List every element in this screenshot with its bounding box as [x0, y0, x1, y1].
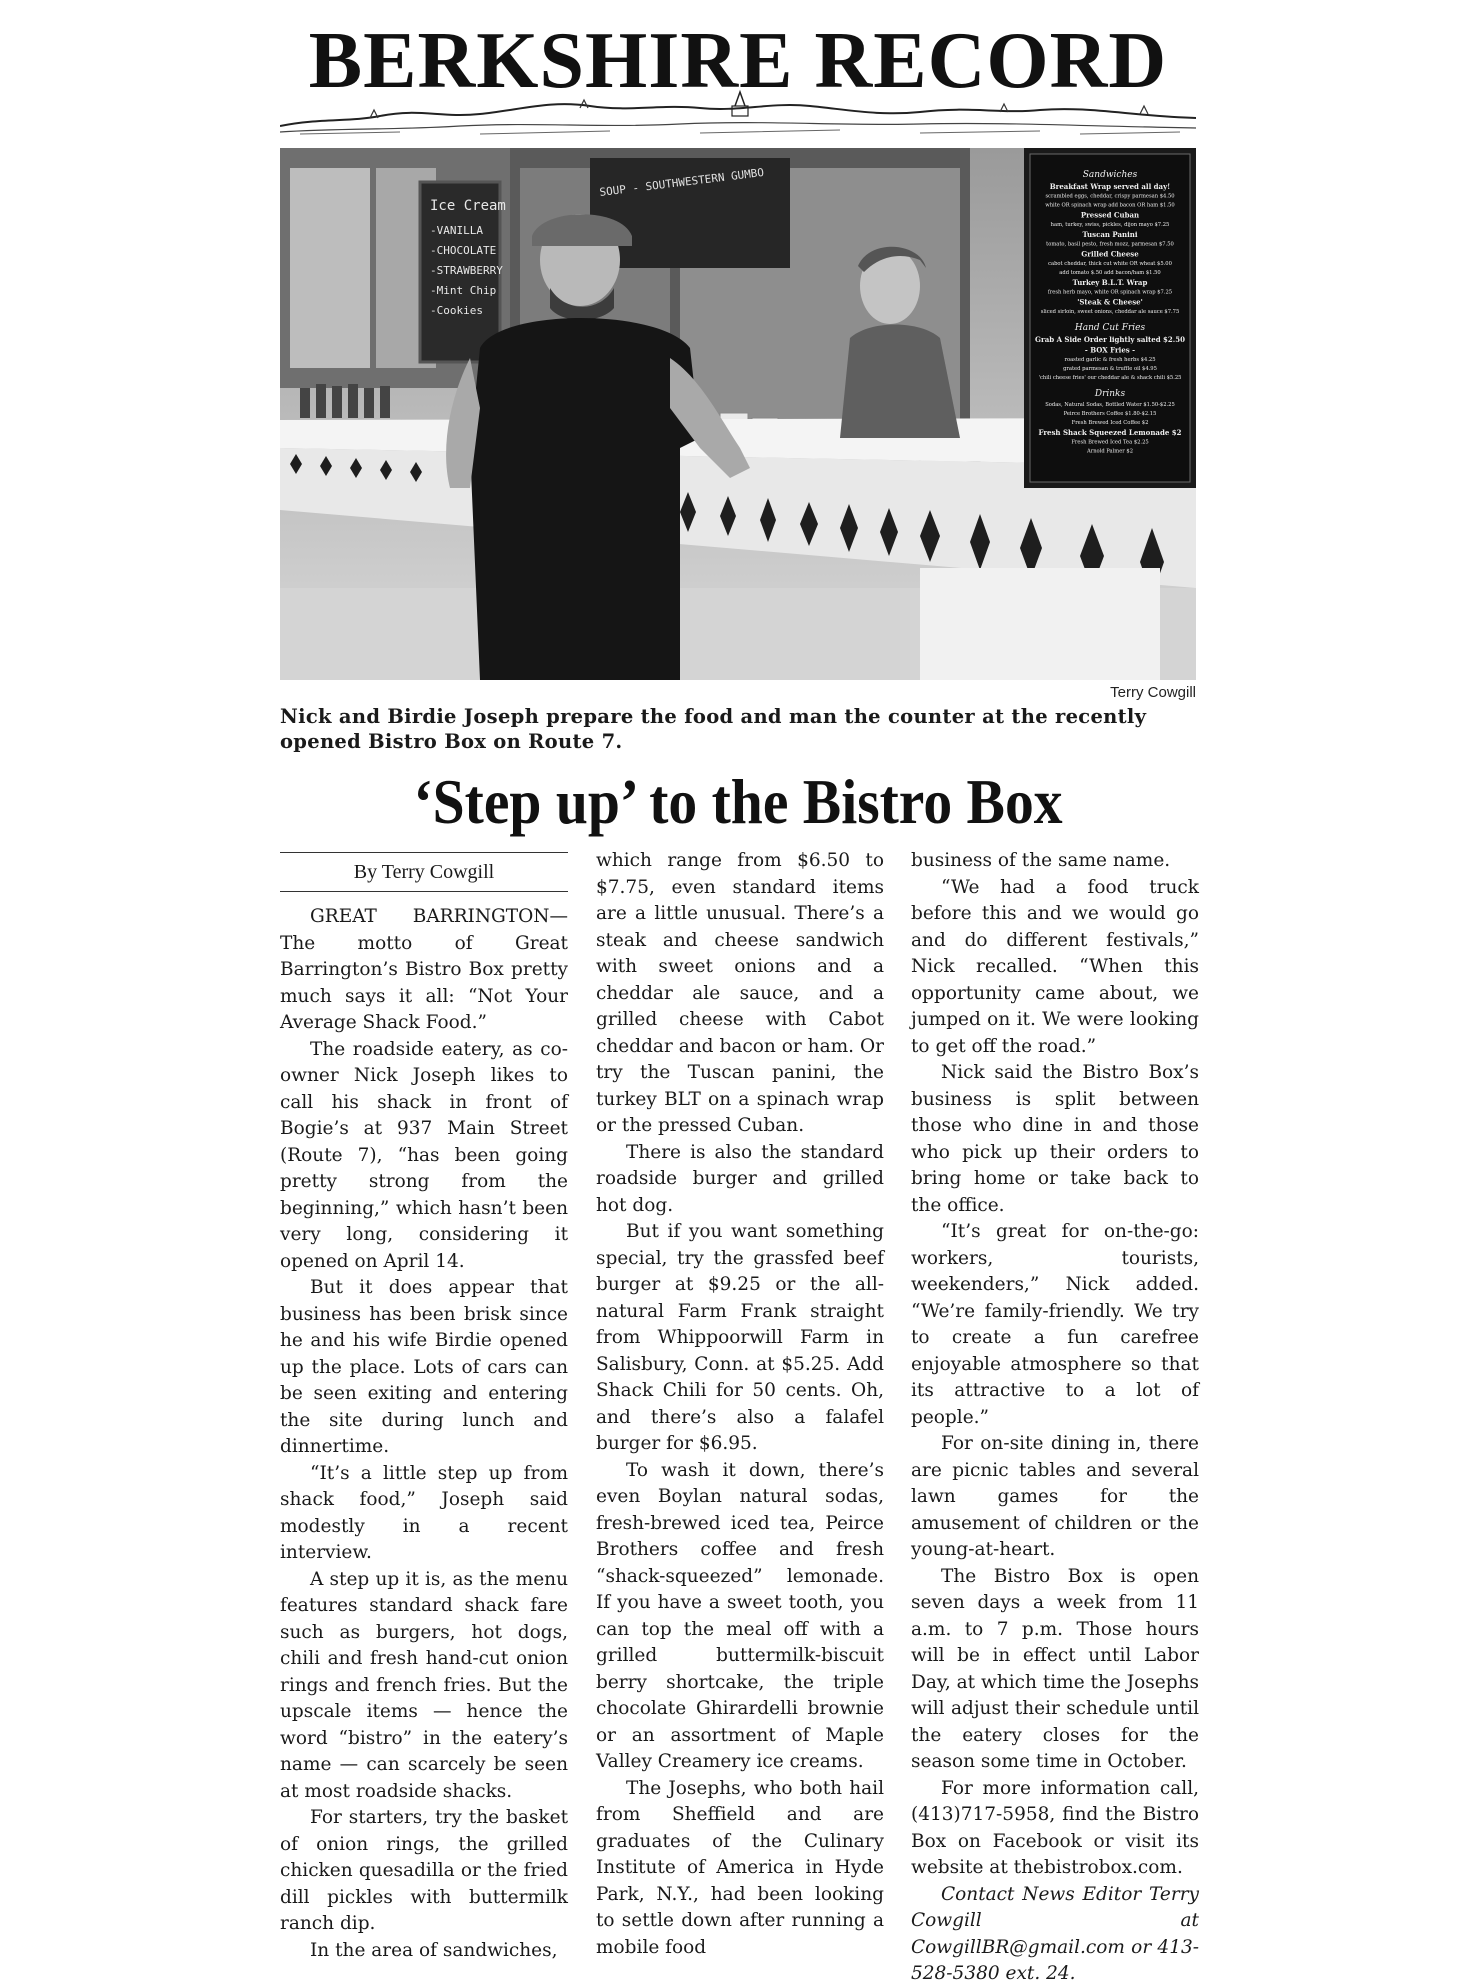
menu-board-line: ham, turkey, swiss, pickles, dijon mayo $7.25 [1050, 222, 1170, 229]
menu-board-line: add tomato $.50 add bacon/ham $1.50 [1059, 270, 1161, 277]
menu-board-line: tomato, basil pesto, fresh mozz, parmesan $7.50 [1046, 241, 1174, 248]
menu-board-line: sliced sirloin, sweet onions, cheddar ale sauce $7.75 [1040, 309, 1180, 316]
paragraph: For on-site dining in, there are picnic tables and several lawn games for the amusement of children or the young-at-heart. [911, 1433, 1199, 1560]
photo-scene [280, 148, 1196, 680]
svg-text:-Cookies: -Cookies [430, 304, 483, 317]
paragraph: GREAT BARRINGTON—The motto of Great Barrington’s Bistro Box pretty much says it all: “Not Your Average Shack Food.” [280, 906, 568, 1033]
menu-board-line: Arnold Palmer $2 [1086, 448, 1134, 455]
paragraph: For more information call, (413)717-5958, find the Bistro Box on Facebook or visit its website at thebistrobox.com. [911, 1777, 1199, 1878]
menu-board-line: Breakfast Wrap served all day! [1049, 182, 1171, 191]
svg-text:SOUP - SOUTHWESTERN GUMBO: SOUP - SOUTHWESTERN GUMBO [598, 165, 765, 199]
paragraph: A step up it is, as the menu features standard shack fare such as burgers, hot dogs, chili and fresh hand-cut onion rings and french fries. But the upscale items — hence the word “bistro” in the eatery’s name — can scarcely be seen at most roadside shacks. [280, 1568, 568, 1802]
paragraph: Nick said the Bistro Box’s business is split between those who dine in and those who pick up their orders to bring home or take back to the office. [911, 1062, 1199, 1216]
menu-board-line: Sandwiches [1082, 170, 1138, 180]
menu-board-line: 'Steak & Cheese' [1077, 297, 1143, 307]
svg-text:-VANILLA: -VANILLA [430, 224, 483, 237]
menu-board-line: Grab A Side Order lightly salted $2.50 [1035, 335, 1185, 344]
article-column-1 [280, 904, 568, 1964]
paragraph: But if you want something special, try the grassfed beef burger at $9.25 or the all-natural Farm Frank straight from Whippoorwill Farm in Salisbury, Conn. at $5.25. Add Shack Chili for 50 cents. Oh, and there’s also a falafel burger for $6.95. [596, 1221, 884, 1454]
paragraph: business of the same name. [911, 850, 1171, 871]
menu-board-line: - BOX Fries - [1084, 345, 1136, 355]
menu-board-line: Drinks [1094, 389, 1126, 399]
menu-board-line: Turkey B.L.T. Wrap [1072, 278, 1148, 287]
masthead-landscape-illustration [280, 88, 1196, 138]
headline: ‘Step up’ to the Bistro Box [413, 766, 1063, 837]
menu-board-line: Hand Cut Fries [1074, 323, 1146, 333]
paragraph: “We had a food truck before this and we would go and do different festivals,” Nick recalled. “When this opportunity came about, we jumped on it. We were looking to get off the road.” [911, 876, 1199, 1057]
news-photo [280, 148, 1196, 680]
paragraph: The Josephs, who both hail from Sheffield and are graduates of the Culinary Institute of America in Hyde Park, N.Y., had been looking to settle down after running a mobile food [596, 1777, 884, 1958]
menu-board-line: 'chili cheese fries' our cheddar ale & shack chili $5.25 [1038, 375, 1182, 382]
paragraph: The Bistro Box is open seven days a week from 11 a.m. to 7 p.m. Those hours will be in effect until Labor Day, at which time the Josephs will adjust their schedule until the eatery closes for the season some time in October. [911, 1565, 1199, 1772]
article-column-3 [911, 848, 1199, 1988]
menu-board-line: roasted garlic & fresh herbs $4.25 [1064, 357, 1156, 364]
svg-text:-Mint Chip: -Mint Chip [430, 284, 497, 297]
menu-board-line: cabot cheddar, thick cut white OR wheat $5.00 [1048, 261, 1172, 268]
menu-board-line: Pressed Cuban [1080, 210, 1140, 220]
svg-text:Ice Cream: Ice Cream [430, 198, 506, 214]
menu-board-line: fresh herb mayo, white OR spinach wrap $7.25 [1047, 289, 1173, 296]
svg-text:-CHOCOLATE: -CHOCOLATE [430, 244, 497, 257]
paragraph: “It’s a little step up from shack food,” Joseph said modestly in a recent interview. [280, 1462, 568, 1563]
paragraph: “It’s great for on-the-go: workers, tourists, weekenders,” Nick added. “We’re family-friendly. We try to create a fun carefree enjoyable atmosphere so that its attractive to a lot of people.” [911, 1221, 1199, 1428]
paragraph: which range from $6.50 to $7.75, even standard items are a little unusual. There’s a steak and cheese sandwich with sweet onions and a cheddar ale sauce, and a grilled cheese with Cabot cheddar and bacon or ham. Or try the Tuscan panini, the turkey BLT on a spinach wrap or the pressed Cuban. [596, 850, 884, 1136]
masthead [280, 18, 1196, 128]
photo-credit: Terry Cowgill [1110, 684, 1196, 701]
paragraph: For starters, try the basket of onion rings, the grilled chicken quesadilla or the fried dill pickles with buttermilk ranch dip. [280, 1807, 568, 1934]
menu-board-line: Fresh Shack Squeezed Lemonade $2 [1038, 428, 1182, 437]
article-column-2 [596, 848, 884, 1961]
paragraph: But it does appear that business has been brisk since he and his wife Birdie opened up the place. Lots of cars can be seen exiting and entering the site during lunch and dinnertime. [280, 1277, 568, 1457]
menu-board-line: Sodas, Natural Sodas, Bottled Water $1.50-$2.25 [1045, 402, 1175, 409]
paragraph: The roadside eatery, as co-owner Nick Joseph likes to call his shack in front of Bogie’s at 937 Main Street (Route 7), “has been going pretty strong from the beginning,” which hasn’t been very long, considering it opened on April 14. [280, 1038, 568, 1272]
menu-board-line: Tuscan Panini [1082, 230, 1138, 239]
paragraph: In the area of sandwiches, [310, 1939, 558, 1961]
menu-board-line: Fresh Brewed Iced Tea $2.25 [1071, 439, 1149, 446]
menu-board-line: white OR spinach wrap add bacon OR ham $1.50 [1045, 202, 1175, 209]
menu-board-line: Grilled Cheese [1081, 249, 1139, 259]
masthead-title: BERKSHIRE RECORD [308, 17, 1168, 105]
paragraph: To wash it down, there’s even Boylan natural sodas, fresh-brewed iced tea, Peirce Brothers coffee and fresh “shack-squeezed” lemonade. If you have a sweet tooth, you can top the meal off with a grilled buttermilk-biscuit berry shortcake, the triple chocolate Ghirardelli brownie or an assortment of Maple Valley Creamery ice creams. [596, 1459, 884, 1772]
byline: By Terry Cowgill [280, 852, 568, 892]
menu-board-line: scrambled eggs, cheddar, crispy parmesan $4.50 [1045, 193, 1175, 200]
paragraph: There is also the standard roadside burger and grilled hot dog. [596, 1141, 884, 1216]
photo-caption: Nick and Birdie Joseph prepare the food and man the counter at the recently opened Bistro Box on Route 7. [280, 705, 1147, 753]
svg-text:-STRAWBERRY: -STRAWBERRY [430, 264, 503, 277]
menu-board-line: grated parmesan & truffle oil $4.95 [1063, 366, 1157, 373]
menu-board-line: Fresh Brewed Iced Coffee $2 [1071, 420, 1149, 427]
menu-board-line: Peirce Brothers Coffee $1.80-$2.15 [1063, 411, 1157, 418]
contact-note: Contact News Editor Terry Cowgill at CowgillBR@gmail.com or 413-528-5380 ext. 24. [911, 1883, 1199, 1984]
